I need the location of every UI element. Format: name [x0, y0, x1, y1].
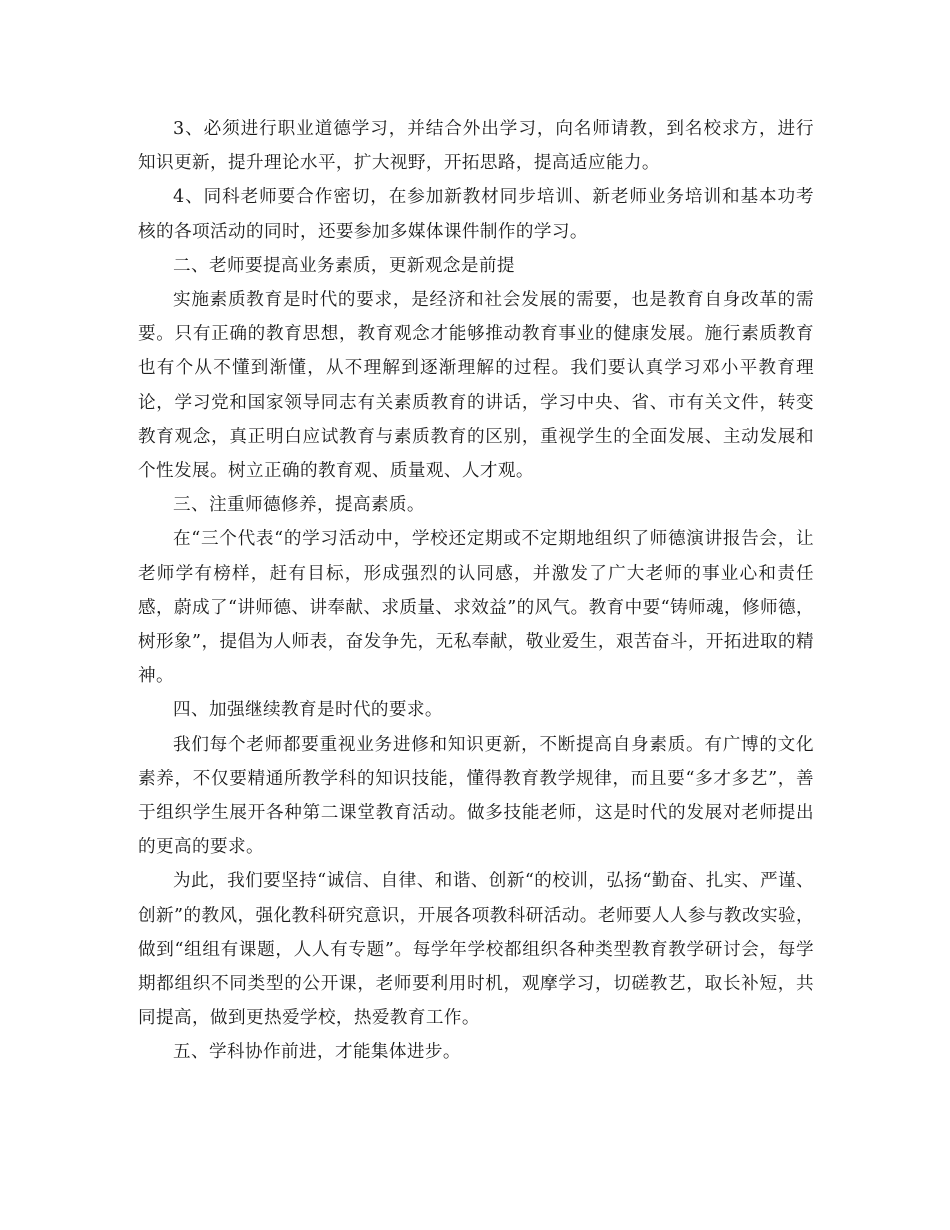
section-heading-3: 三、注重师德修养，提高素质。: [173, 495, 425, 516]
section-heading-5: 五、学科协作前进，才能集体进步。: [173, 1042, 461, 1063]
paragraph-item-3: 3、必须进行职业道德学习，并结合外出学习，向名师请教，到名校求方，进行知识更新，提升理论水平，扩大视野，开拓思路，提高适应能力。: [138, 119, 814, 174]
section-heading-4: 四、加强继续教育是时代的要求。: [173, 700, 443, 721]
document-page: [138, 112, 814, 1070]
section-2-body: 实施素质教育是时代的要求，是经济和社会发展的需要，也是教育自身改革的需要。只有正确的教育思想，教育观念才能够推动教育事业的健康发展。施行素质教育也有个从不懂到渐懂，从不理解到逐渐理解的过程。我们要认真学习邓小平教育理论，学习党和国家领导同志有关素质教育的讲话，学习中央、省、市有关文件，转变教育观念，真正明白应试教育与素质教育的区别，重视学生的全面发展、主动发展和个性发展。树立正确的教育观、质量观、人才观。: [138, 290, 814, 482]
section-3-body: 在“三个代表“的学习活动中，学校还定期或不定期地组织了师德演讲报告会，让老师学有榜样，赶有目标，形成强烈的认同感，并激发了广大老师的事业心和责任感，蔚成了“讲师德、讲奉献、求质量、求效益”的风气。教育中要“铸师魂，修师德，树形象”，提倡为人师表，奋发争先，无私奉献，敬业爱生，艰苦奋斗，开拓进取的精神。: [138, 529, 814, 687]
paragraph-item-4: 4、同科老师要合作密切，在参加新教材同步培训、新老师业务培训和基本功考核的各项活动的同时，还要参加多媒体课件制作的学习。: [138, 187, 814, 242]
section-4-body-2: 为此，我们要坚持“诚信、自律、和谐、创新“的校训，弘扬“勤奋、扎实、严谨、创新”的教风，强化教科研究意识，开展各项教科研活动。老师要人人参与教改实验，做到“组组有课题，人人有专题”。每学年学校都组织各种类型教育教学研讨会，每学期都组织不同类型的公开课，老师要利用时机，观摩学习，切磋教艺，取长补短，共同提高，做到更热爱学校，热爱教育工作。: [138, 871, 814, 1029]
section-heading-2: 二、老师要提高业务素质，更新观念是前提: [173, 255, 515, 276]
section-4-body-1: 我们每个老师都要重视业务进修和知识更新，不断提高自身素质。有广博的文化素养，不仅要精通所教学科的知识技能，懂得教育教学规律，而且要“多才多艺”，善于组织学生展开各种第二课堂教育活动。做多技能老师，这是时代的发展对老师提出的更高的要求。: [138, 734, 814, 858]
